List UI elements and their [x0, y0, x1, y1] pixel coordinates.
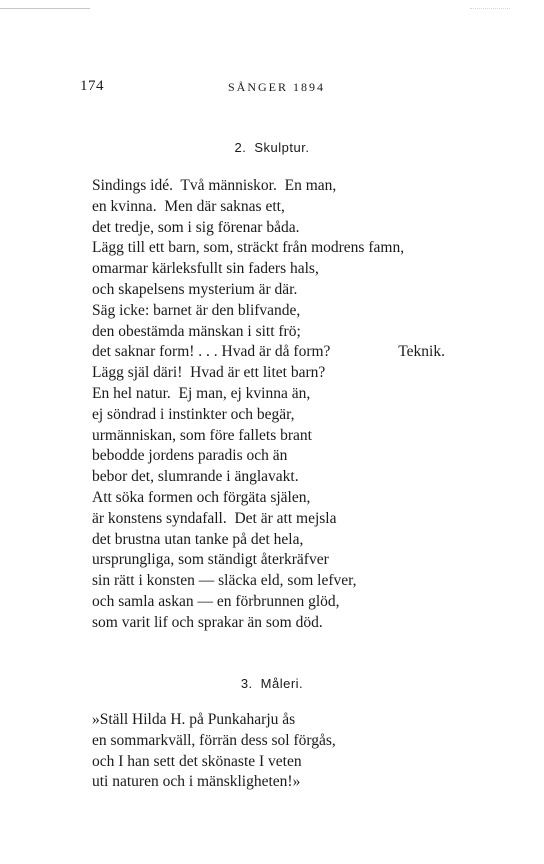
verse-line: ursprungliga, som ständigt återkräfver	[92, 551, 329, 569]
verse-line: urmänniskan, som före fallets brant	[92, 426, 312, 444]
section-number: 3.	[240, 676, 253, 691]
verse-line: den obestämda mänskan i sitt frö;	[92, 322, 301, 340]
verse-line: som varit lif och sprakar än som död.	[92, 613, 323, 631]
section-title: Måleri.	[260, 676, 304, 691]
verse-line: ej söndrad i instinkter och begär,	[92, 405, 295, 423]
verse-line: bebodde jordens paradis och än	[92, 447, 288, 465]
section-heading-maleri	[0, 676, 544, 691]
scan-edge-mark-right	[470, 8, 510, 9]
page-number: 174	[80, 78, 104, 94]
poem-skulptur	[92, 176, 445, 634]
section-number: 2.	[234, 140, 247, 155]
section-heading-skulptur	[0, 140, 544, 155]
verse-line: en kvinna. Men där saknas ett,	[92, 197, 285, 215]
verse-line-tail: Teknik.	[398, 343, 445, 361]
verse-line: En hel natur. Ej man, ej kvinna än,	[92, 384, 311, 402]
verse-line: sin rätt i konsten — släcka eld, som lefver,	[92, 572, 357, 590]
verse-line: är konstens syndafall. Det är att mejsla	[92, 509, 337, 527]
verse-line: Att söka formen och förgäta själen,	[92, 488, 311, 506]
verse-line: Säg icke: barnet är den blifvande,	[92, 301, 301, 319]
verse-line: och samla askan — en förbrunnen glöd,	[92, 592, 340, 610]
verse-line: och skapelsens mysterium är där.	[92, 280, 298, 298]
verse-line: det tredje, som i sig förenar båda.	[92, 218, 300, 236]
section-title: Skulptur.	[254, 140, 310, 155]
running-head: SÅNGER 1894	[228, 80, 326, 94]
poem-maleri	[92, 710, 336, 793]
verse-line: Lägg själ däri! Hvad är ett litet barn?	[92, 364, 326, 382]
verse-line: Sindings idé. Två människor. En man,	[92, 177, 337, 194]
verse-line: »Ställ Hilda H. på Punkaharju ås	[92, 711, 296, 728]
verse-line: en sommarkväll, förrän dess sol förgås,	[92, 731, 336, 749]
verse-line: Lägg till ett barn, som, sträckt från modrens famn,	[92, 239, 405, 257]
scan-edge-mark	[0, 8, 90, 9]
verse-line: bebor det, slumrande i änglavakt.	[92, 468, 299, 486]
verse-line-split	[92, 342, 445, 363]
verse-line: omarmar kärleksfullt sin faders hals,	[92, 260, 319, 278]
verse-line-head: det saknar form! . . . Hvad är då form?	[92, 343, 331, 361]
verse-line: det brustna utan tanke på det hela,	[92, 530, 304, 548]
verse-line: och I han sett det skönaste I veten	[92, 752, 302, 770]
verse-line: uti naturen och i mänskligheten!»	[92, 773, 301, 791]
